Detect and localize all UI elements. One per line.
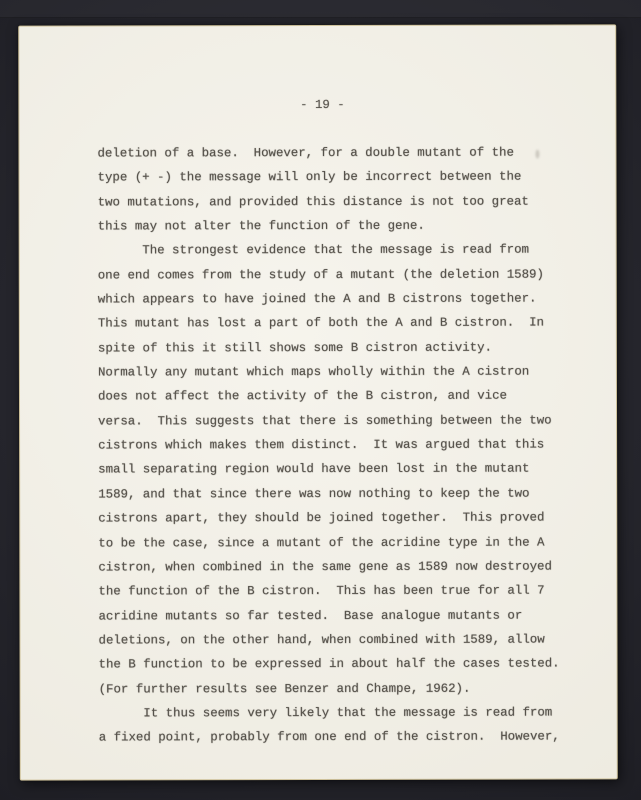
background-seam: [0, 0, 641, 18]
text-line: deletions, on the other hand, when combined with 1589, allow: [98, 632, 545, 648]
text-line: which appears to have joined the A and B cistrons together.: [97, 291, 537, 307]
text-line: does not affect the activity of the B cistron, and vice: [97, 389, 507, 404]
text-line: type (+ -) the message will only be incorrect between the: [97, 169, 522, 185]
text-line: This mutant has lost a part of both the A and B cistron. In: [97, 315, 544, 331]
text-line: the B function to be expressed in about half the cases tested.: [98, 656, 560, 672]
document-page: [18, 24, 618, 780]
text-line: cistrons which makes them distinct. It was argued that this: [98, 437, 545, 453]
text-line: Normally any mutant which maps wholly within the A cistron: [97, 364, 530, 380]
text-line: cistrons apart, they should be joined together. This proved: [98, 510, 545, 526]
text-line: the function of the B cistron. This has been true for all 7: [98, 583, 545, 599]
text-line: a fixed point, probably from one end of the cistron. However,: [98, 729, 560, 745]
text-line: cistron, when combined in the same gene as 1589 now destroyed: [98, 559, 552, 575]
text-line: versa. This suggests that there is something between the two: [98, 413, 552, 429]
text-line: It thus seems very likely that the message is read from: [98, 705, 553, 721]
text-line: two mutations, and provided this distance is not too great: [97, 194, 529, 210]
text-line: this may not alter the function of the gene.: [97, 218, 425, 234]
text-line: deletion of a base. However, for a double mutant of the: [97, 145, 514, 161]
text-line: The strongest evidence that the message is read from: [97, 242, 529, 258]
text-line: small separating region would have been lost in the mutant: [98, 462, 530, 477]
text-line: acridine mutants so far tested. Base analogue mutants or: [98, 608, 523, 623]
text-line: to be the case, since a mutant of the acridine type in the A: [98, 535, 545, 550]
text-line: 1589, and that since there was now nothing to keep the two: [98, 486, 530, 502]
page-number: - 19 -: [300, 97, 345, 113]
text-line: one end comes from the study of a mutant (the deletion 1589): [97, 267, 544, 283]
text-line: spite of this it still shows some B cistron activity.: [97, 340, 492, 356]
document-body: [97, 140, 608, 750]
text-line: (For further results see Benzer and Champe, 1962).: [98, 681, 471, 697]
